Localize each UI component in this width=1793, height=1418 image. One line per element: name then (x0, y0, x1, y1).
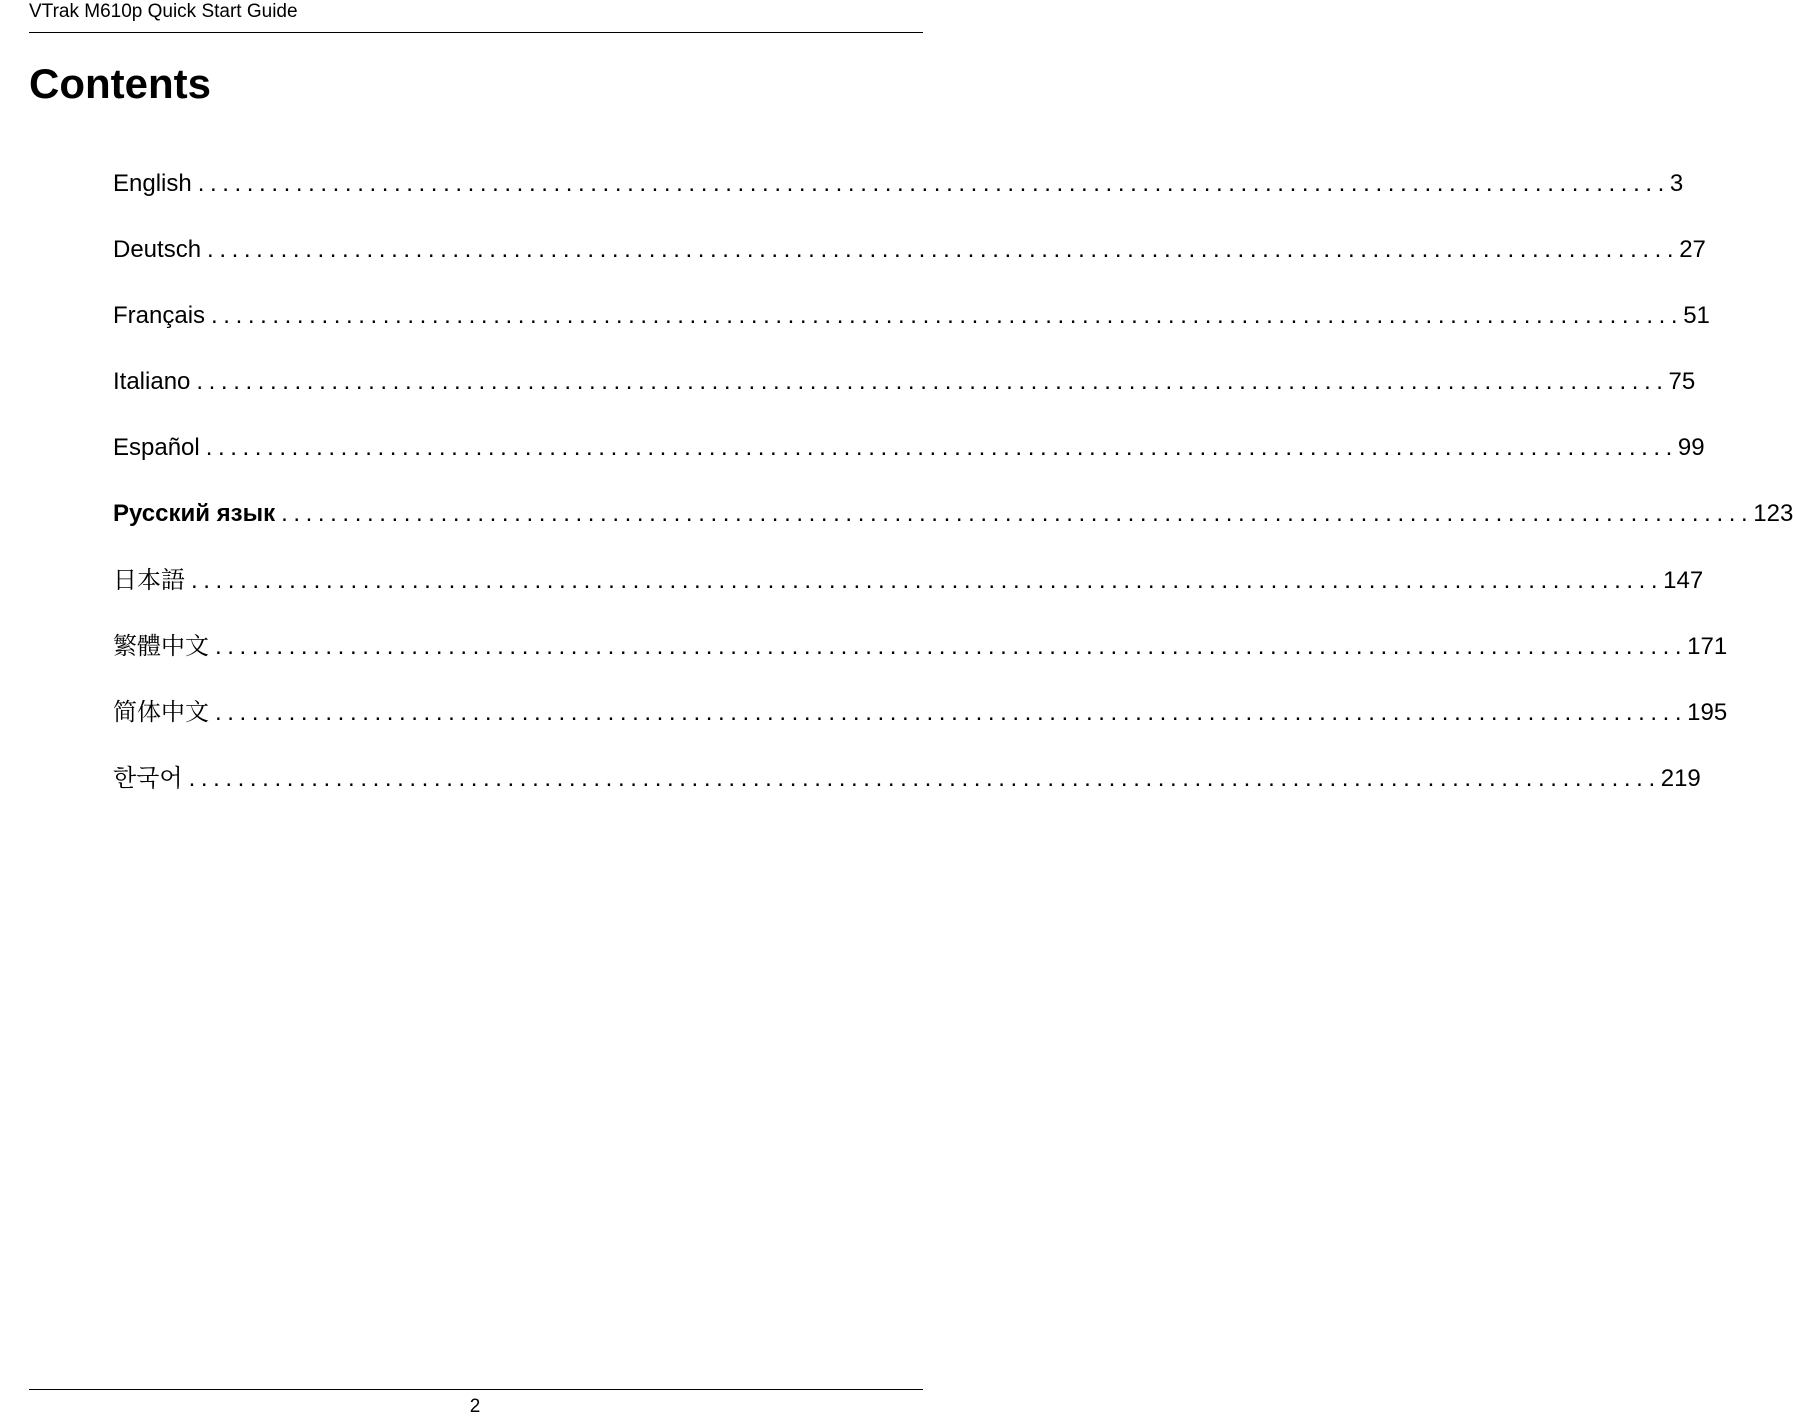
toc-entry-page: 123 (1753, 500, 1793, 527)
toc-entry-japanese[interactable] (113, 562, 1704, 628)
toc-entry-label: 日本語 (113, 566, 185, 594)
toc-entry-label: 한국어 (113, 764, 183, 792)
toc-entry-label: Deutsch (113, 236, 202, 263)
toc-entry-deutsch[interactable] (113, 232, 1706, 298)
toc-entry-espanol[interactable] (113, 430, 1705, 496)
dot-leader: ........................................................................................................................ (207, 236, 1680, 263)
toc-entry-page: 27 (1679, 236, 1706, 263)
toc-entry-russian[interactable] (113, 496, 1793, 562)
toc-entry-page: 195 (1687, 699, 1728, 726)
toc-entry-page: 75 (1668, 368, 1696, 395)
toc-entry-page: 147 (1663, 567, 1704, 594)
toc-entry-traditional-chinese[interactable] (113, 628, 1728, 694)
toc-entry-label: Русский язык (113, 500, 276, 527)
running-header: VTrak M610p Quick Start Guide (29, 1, 298, 22)
header-divider (29, 32, 923, 33)
toc-entry-page: 99 (1677, 434, 1705, 461)
dot-leader: ........................................................................................................................ (281, 500, 1754, 527)
toc-entry-simplified-chinese[interactable] (113, 694, 1728, 760)
toc-entry-label: 繁體中文 (113, 632, 209, 660)
dot-leader: ........................................................................................................................ (211, 302, 1684, 329)
toc-entry-english[interactable] (113, 166, 1684, 232)
page-title: Contents (29, 60, 211, 107)
toc-entry-italiano[interactable] (113, 364, 1696, 430)
toc-entry-page: 171 (1687, 633, 1728, 660)
dot-leader: ........................................................................................................................ (191, 567, 1664, 594)
page-number: 2 (469, 1396, 481, 1417)
dot-leader: ........................................................................................................................ (205, 434, 1678, 461)
toc-entry-page: 3 (1669, 170, 1684, 197)
toc-entry-page: 219 (1660, 765, 1701, 792)
toc-entry-label: Italiano (113, 368, 191, 395)
dot-leader: ........................................................................................................................ (188, 765, 1661, 792)
toc-entry-label: Français (113, 302, 206, 329)
toc-entry-page: 51 (1683, 302, 1710, 329)
footer-divider (29, 1389, 923, 1390)
toc-entry-francais[interactable] (113, 298, 1710, 364)
dot-leader: ........................................................................................................................ (196, 368, 1669, 395)
dot-leader: ........................................................................................................................ (215, 699, 1688, 726)
table-of-contents (113, 166, 1793, 826)
toc-entry-label: English (113, 170, 192, 197)
dot-leader: ........................................................................................................................ (197, 170, 1670, 197)
dot-leader: ........................................................................................................................ (215, 633, 1688, 660)
toc-entry-korean[interactable] (113, 760, 1701, 826)
toc-entry-label: 简体中文 (113, 698, 209, 726)
toc-entry-label: Español (113, 434, 200, 461)
